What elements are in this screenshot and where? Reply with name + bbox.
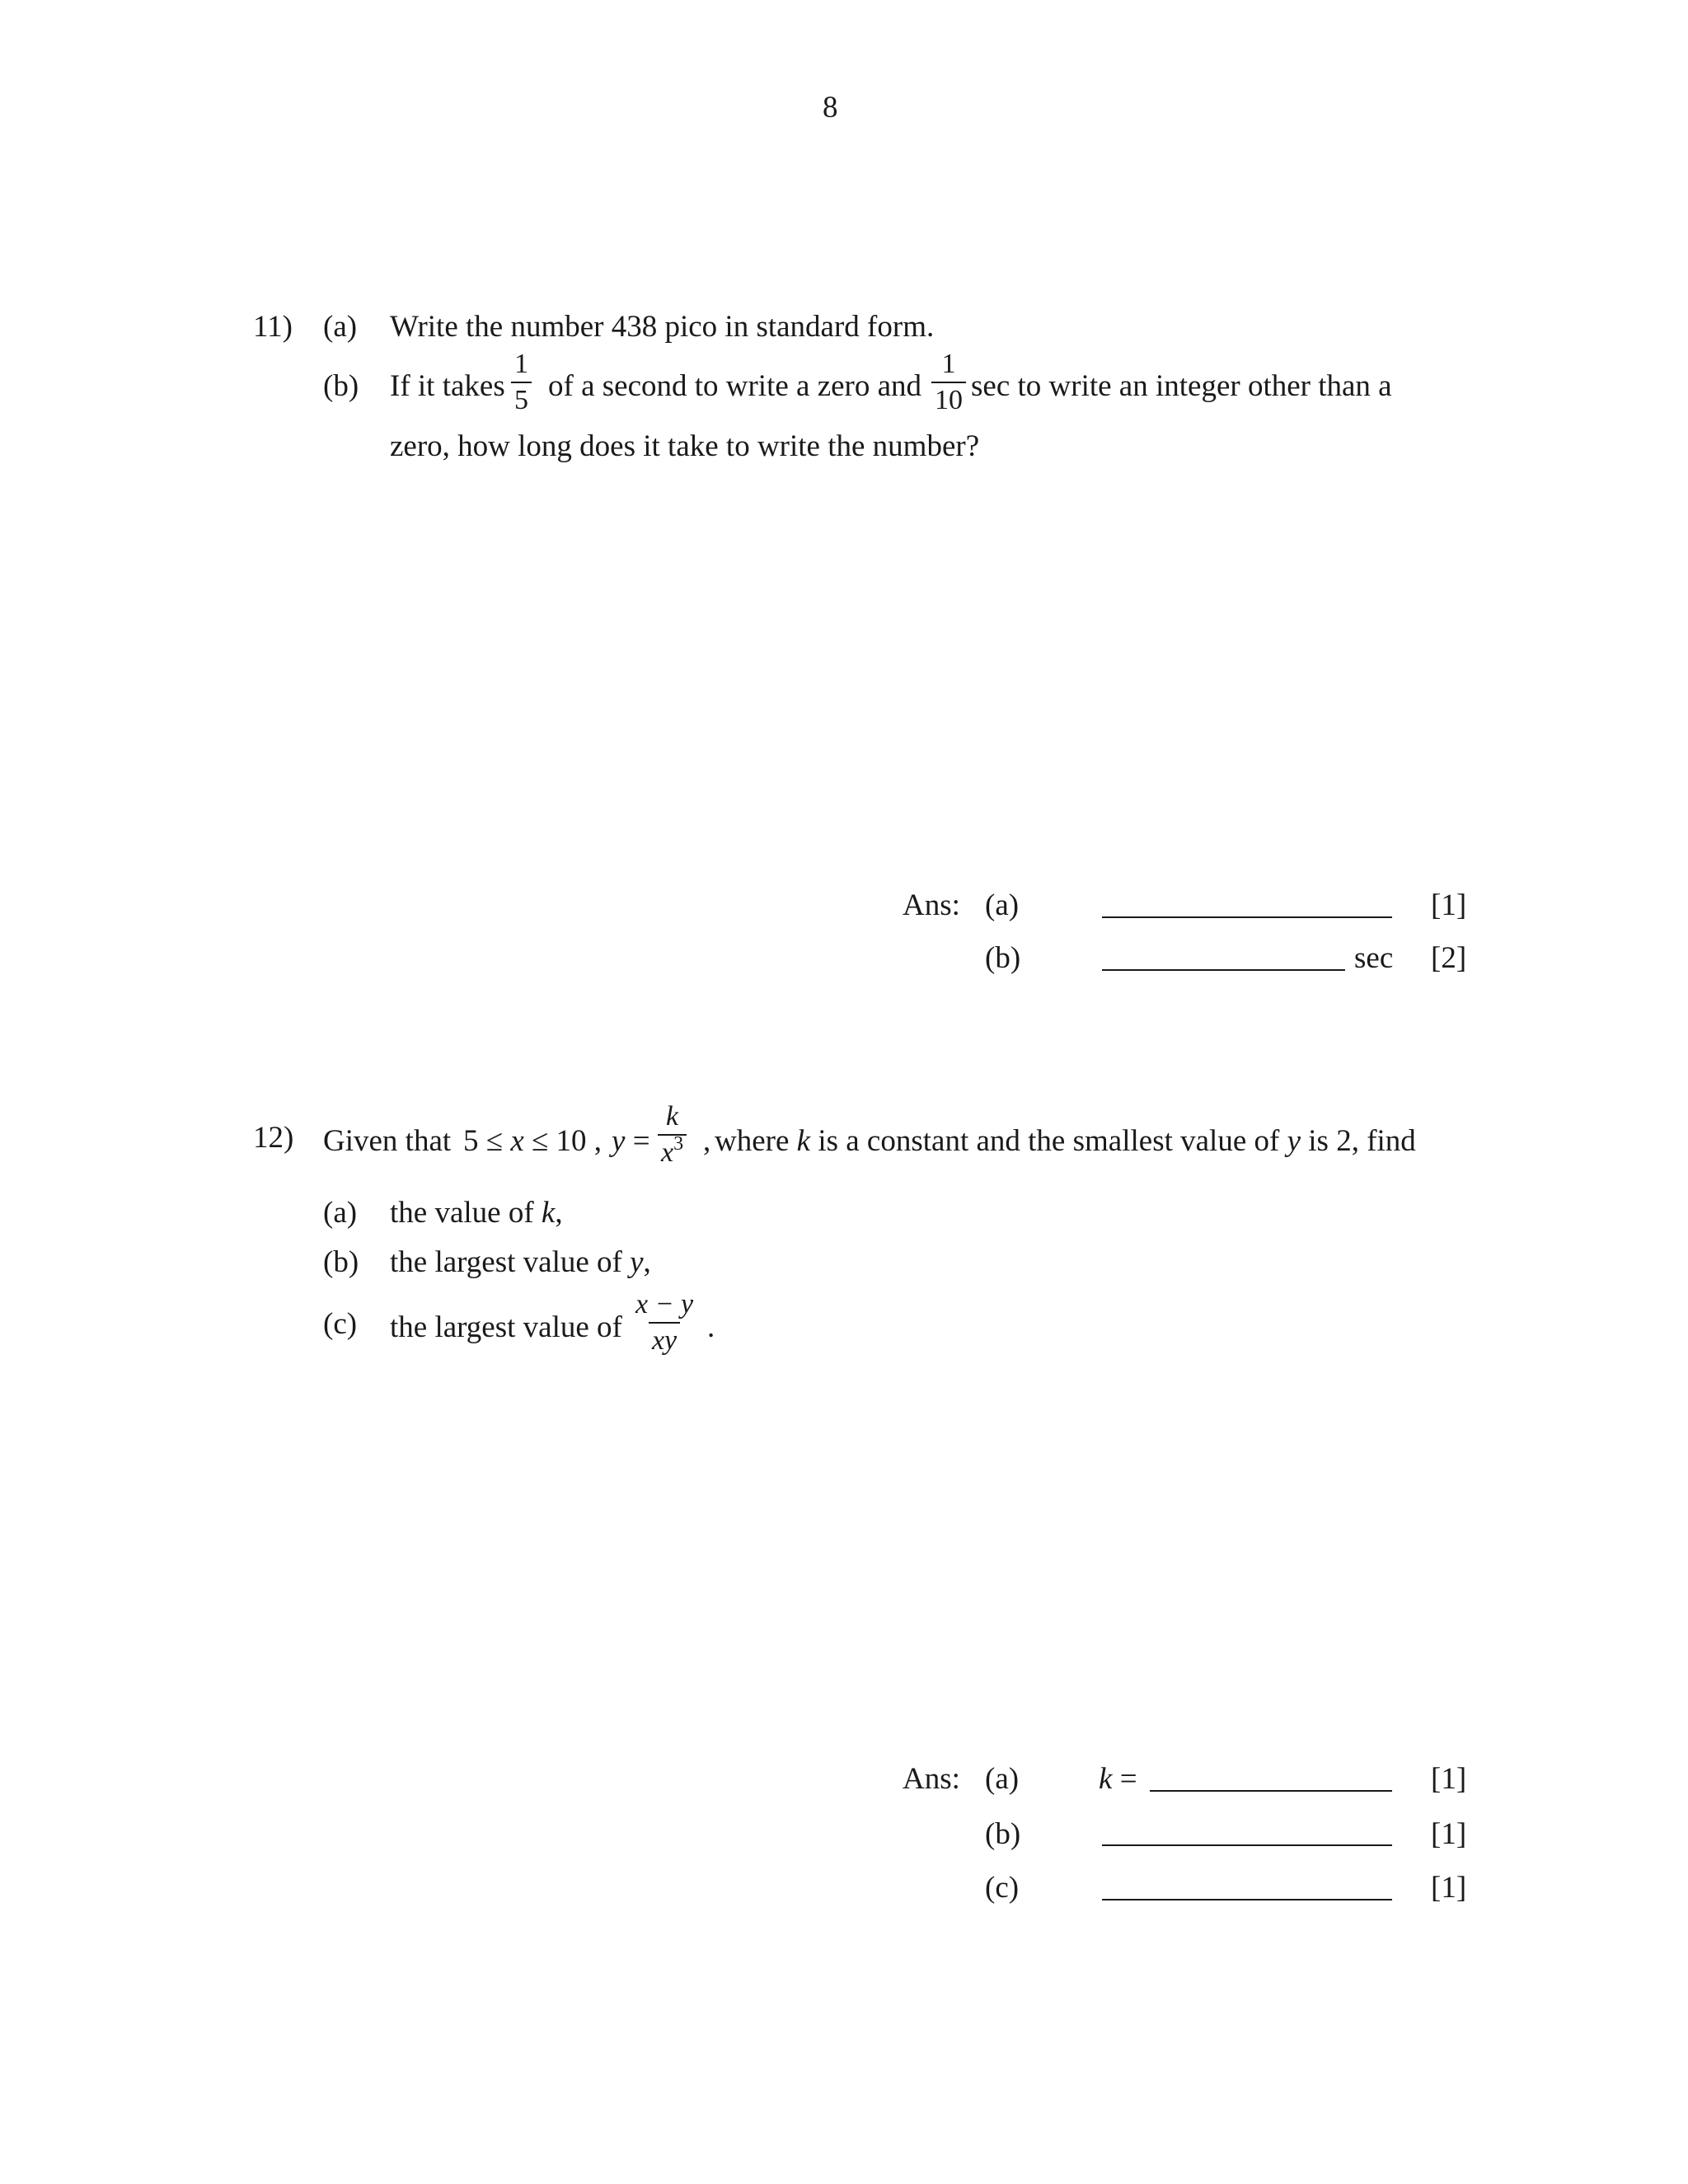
k-equals xyxy=(1099,1764,1137,1794)
question-stem xyxy=(715,1126,1416,1156)
part-text: the value of xyxy=(390,1196,542,1230)
stem-text: is 2, find xyxy=(1308,1124,1416,1158)
answer-part-label: (c) xyxy=(985,1871,1020,1905)
stem-text: where xyxy=(715,1124,790,1158)
part-b-text: sec to write an integer other than a xyxy=(971,369,1392,403)
fraction-numerator: 1 xyxy=(941,349,956,379)
part-label: (c) xyxy=(323,1307,358,1341)
marks: [1] xyxy=(1431,1871,1467,1905)
answer-part-label: (a) xyxy=(985,888,1020,922)
answer-label: Ans: xyxy=(903,888,960,922)
inequality-text: 5 ≤ xyxy=(463,1124,511,1158)
variable-k: k xyxy=(796,1124,811,1158)
answer-part-label: (a) xyxy=(985,1762,1020,1796)
variable-y: y xyxy=(612,1124,626,1158)
marks: [1] xyxy=(1431,1762,1467,1796)
period: . xyxy=(707,1310,715,1344)
fraction-numerator: x − y xyxy=(635,1289,694,1319)
equation-lhs xyxy=(612,1126,650,1156)
variable-k: k xyxy=(1099,1762,1113,1796)
answer-c-field[interactable] xyxy=(1102,1899,1392,1900)
part-label: (a) xyxy=(323,1196,358,1230)
answer-part-label: (b) xyxy=(985,1817,1021,1851)
answer-part-label: (b) xyxy=(985,941,1021,975)
fraction-denominator: 10 xyxy=(931,382,966,415)
variable-k: k xyxy=(541,1196,556,1230)
exponent: 3 xyxy=(673,1133,684,1155)
part-b-text: zero, how long does it take to write the number? xyxy=(390,429,980,463)
part-a-text xyxy=(390,1197,563,1228)
equals-sign: = xyxy=(625,1124,650,1158)
answer-unit: sec xyxy=(1354,941,1394,975)
fraction-numerator: 1 xyxy=(514,349,528,379)
marks: [1] xyxy=(1431,888,1467,922)
answer-a-field[interactable] xyxy=(1150,1790,1392,1792)
variable-x: x xyxy=(661,1137,674,1168)
fraction-numerator: k xyxy=(666,1101,679,1132)
part-text: the largest value of xyxy=(390,1245,631,1279)
question-number: 11) xyxy=(253,310,293,344)
question-number: 12) xyxy=(253,1121,294,1155)
part-label: (b) xyxy=(323,369,359,403)
part-text: , xyxy=(643,1245,651,1279)
stem-text: is a constant and the smallest value of xyxy=(818,1124,1280,1158)
answer-b-field[interactable] xyxy=(1102,1844,1392,1846)
part-text: , xyxy=(555,1196,563,1230)
answer-a-field[interactable] xyxy=(1102,916,1392,918)
part-b-text: If it takes xyxy=(390,369,505,403)
variable-y: y xyxy=(630,1245,644,1279)
fraction-denominator: 5 xyxy=(511,382,532,415)
page-number: 8 xyxy=(823,91,838,124)
fraction-x-minus-y-over-xy xyxy=(632,1291,696,1355)
part-a-text: Write the number 438 pico in standard form. xyxy=(390,310,935,344)
fraction-k-over-x-cubed xyxy=(658,1103,687,1167)
fraction-one-fifth xyxy=(511,350,532,415)
marks: [2] xyxy=(1431,941,1467,975)
variable-y: y xyxy=(1287,1124,1301,1158)
part-c-text: the largest value of xyxy=(390,1310,622,1344)
answer-label: Ans: xyxy=(903,1762,960,1796)
comma: , xyxy=(703,1124,711,1158)
question-stem: Given that xyxy=(323,1124,452,1158)
part-label: (b) xyxy=(323,1245,359,1279)
part-b-text: of a second to write a zero and xyxy=(548,369,922,403)
marks: [1] xyxy=(1431,1817,1467,1851)
fraction-denominator xyxy=(658,1134,687,1167)
answer-b-field[interactable] xyxy=(1102,969,1345,971)
fraction-one-tenth xyxy=(931,350,966,415)
inequality xyxy=(463,1126,602,1156)
part-b-text xyxy=(390,1247,651,1277)
inequality-text: ≤ 10 , xyxy=(523,1124,603,1158)
fraction-denominator: xy xyxy=(649,1322,680,1355)
part-label: (a) xyxy=(323,310,358,344)
variable-x: x xyxy=(510,1124,524,1158)
equals-sign: = xyxy=(1112,1762,1137,1796)
